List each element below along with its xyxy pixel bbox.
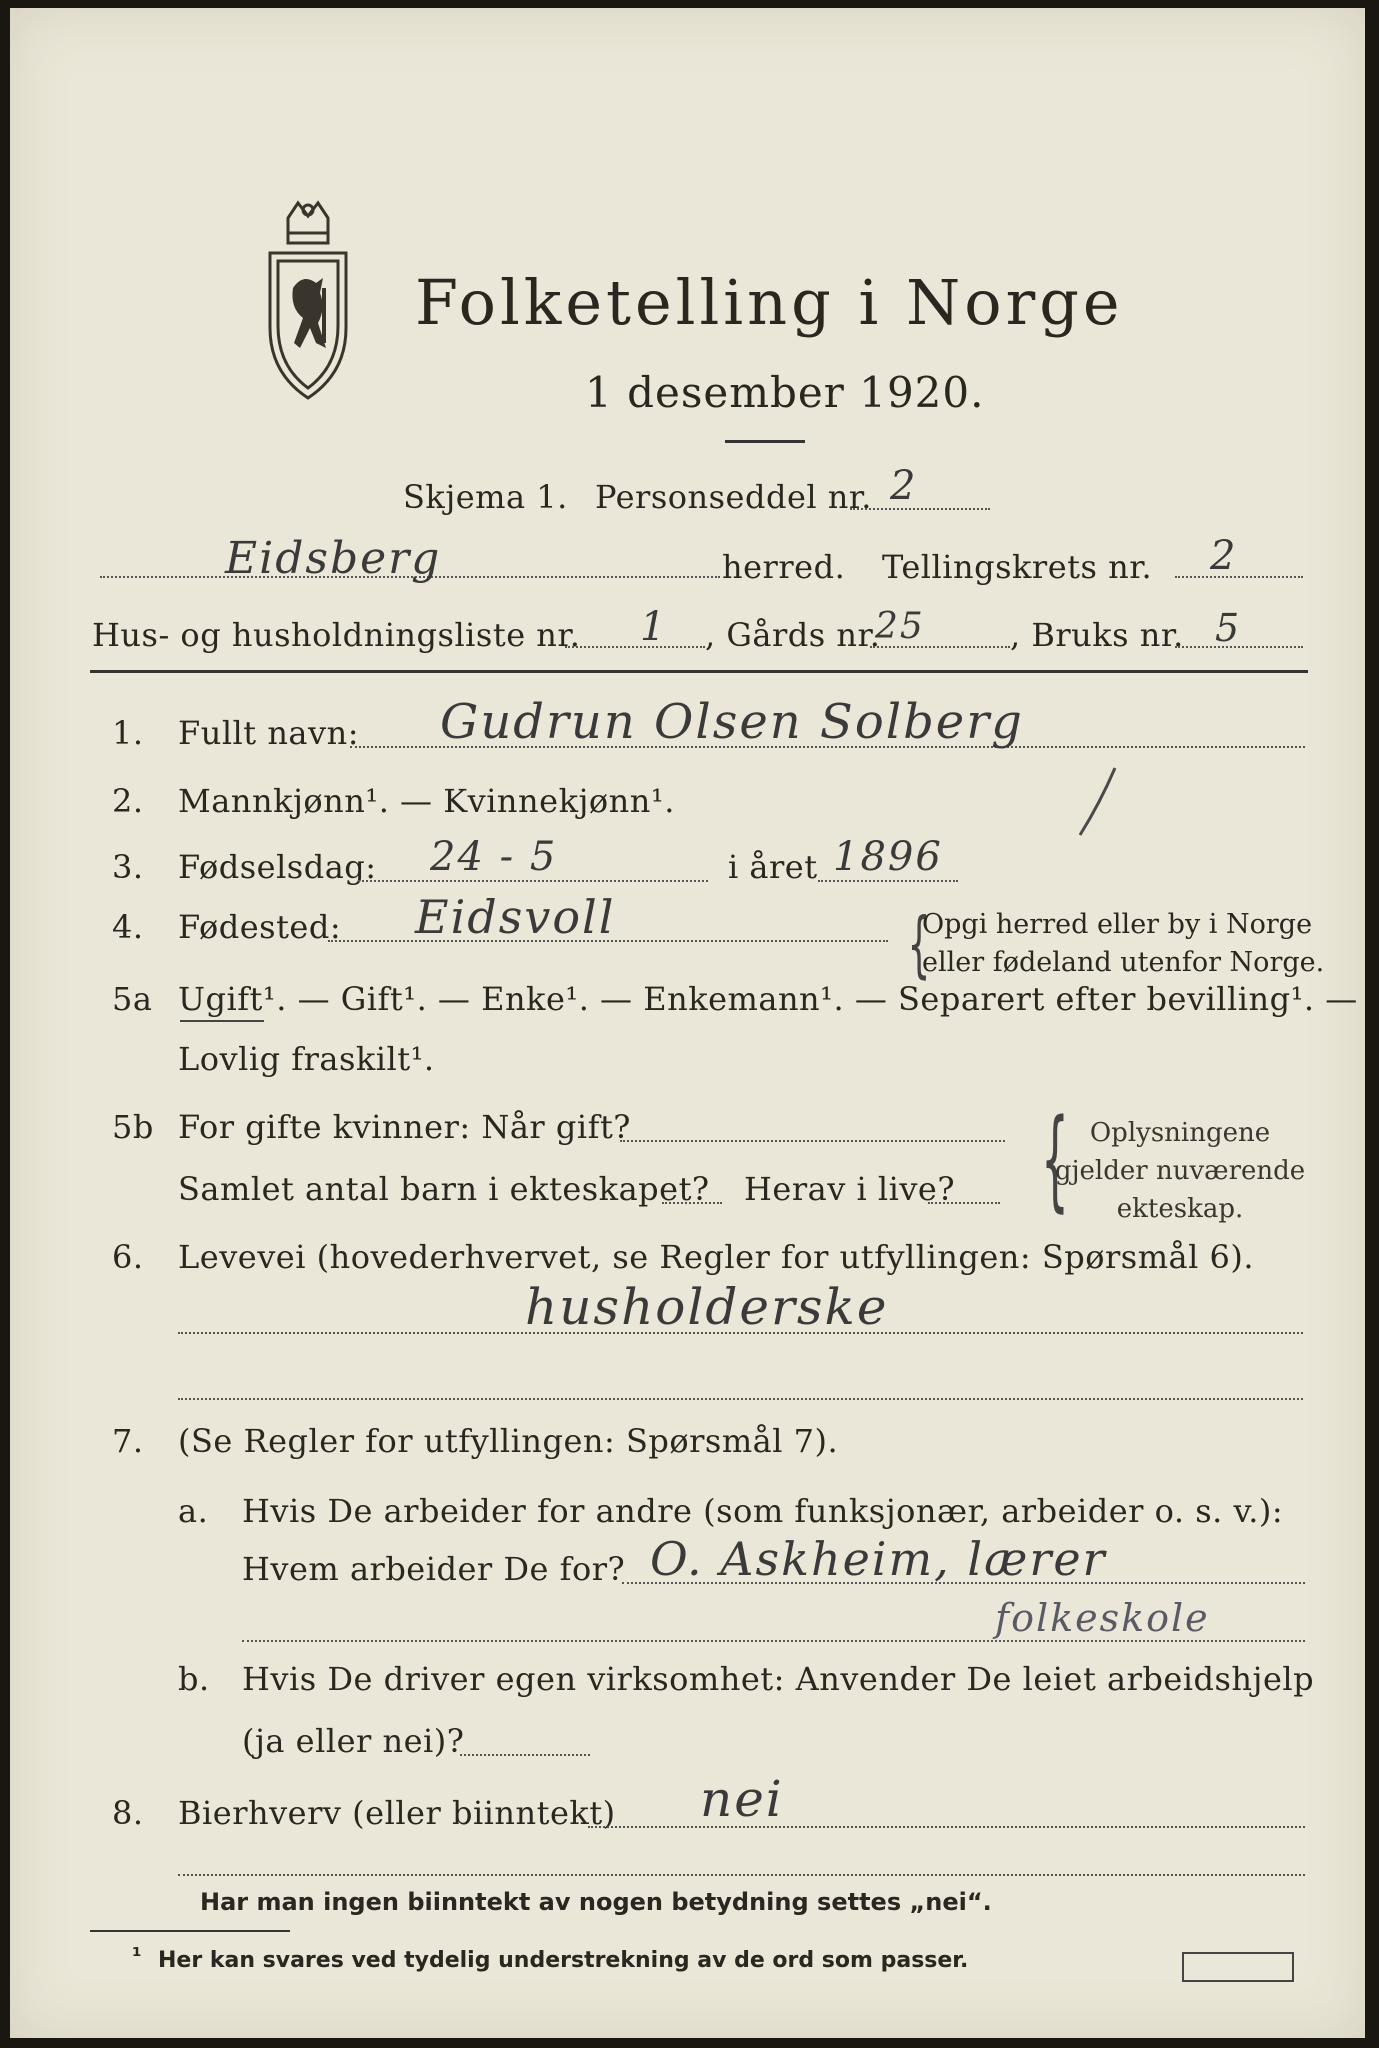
printer-stamp-icon <box>1182 1952 1294 1982</box>
census-date: 1 desember 1920. <box>585 368 985 417</box>
q7-number: 7. <box>112 1422 144 1460</box>
tellingskrets-value: 2 <box>1210 533 1238 579</box>
q3-year-label: i året <box>728 848 818 886</box>
q7a-letter: a. <box>178 1492 209 1530</box>
q5b-note-line-3: ekteskap. <box>1116 1194 1244 1224</box>
coat-of-arms-icon <box>248 198 368 408</box>
q5a-ugift-underline <box>180 1020 264 1022</box>
q8-number: 8. <box>112 1794 144 1832</box>
skjema-label: Skjema 1. <box>403 478 568 516</box>
q7b-dotline <box>460 1754 590 1756</box>
hus-dotline <box>565 646 705 648</box>
title-divider <box>725 440 805 443</box>
form-title: Folketelling i Norge <box>415 266 1124 339</box>
q5a-label-2: Lovlig fraskilt¹. <box>178 1040 435 1078</box>
hus-value: 1 <box>640 604 668 650</box>
q7a-label: Hvis De arbeider for andre (som funksjonær, arbeider o. s. v.): <box>242 1492 1284 1530</box>
personseddel-value: 2 <box>890 463 918 509</box>
bottom-note: Har man ingen biinntekt av nogen betydning settes „nei“. <box>200 1888 992 1916</box>
tellingskrets-dotline <box>1175 576 1303 578</box>
q3-label: Fødselsdag: <box>178 848 377 886</box>
q7a-value-2: folkeskole <box>995 1596 1210 1640</box>
q4-brace: { <box>907 902 931 986</box>
q4-note-line-2: eller fødeland utenfor Norge. <box>922 947 1325 978</box>
gards-label: , Gårds nr. <box>705 616 881 654</box>
q7a-dotline-2 <box>242 1640 1305 1642</box>
bruks-label: , Bruks nr. <box>1010 616 1184 654</box>
q5b-number: 5b <box>112 1108 154 1146</box>
q4-label: Fødested: <box>178 908 342 946</box>
q3-number: 3. <box>112 848 144 886</box>
hus-label: Hus- og husholdningsliste nr. <box>92 616 581 654</box>
header-rule <box>90 670 1308 673</box>
q5b-when-dotline <box>620 1140 1005 1142</box>
q3-value: 24 - 5 <box>430 834 558 880</box>
census-form-page <box>10 8 1365 2038</box>
q1-value: Gudrun Olsen Solberg <box>440 694 1024 750</box>
footnote-rule <box>90 1930 290 1932</box>
q2-label: Mannkjønn¹. — Kvinnekjønn¹. <box>178 782 675 820</box>
q7b-label-2: (ja eller nei)? <box>242 1722 465 1760</box>
q8-dotline <box>588 1826 1305 1828</box>
q6-number: 6. <box>112 1238 144 1276</box>
q5b-brace: { <box>1041 1095 1069 1223</box>
q6-label: Levevei (hovederhvervet, se Regler for utfyllingen: Spørsmål 6). <box>178 1238 1255 1276</box>
q6-dotline-2 <box>178 1398 1303 1400</box>
q4-value: Eidsvoll <box>415 890 616 944</box>
q5b-note-line-1: Oplysningene <box>1089 1118 1271 1148</box>
bruks-value: 5 <box>1215 606 1242 650</box>
q8-dotline-2 <box>178 1874 1305 1876</box>
q7b-letter: b. <box>178 1660 210 1698</box>
herred-value: Eidsberg <box>225 533 442 584</box>
q5b-label-2: Samlet antal barn i ekteskapet? <box>178 1170 710 1208</box>
q6-value: husholderske <box>525 1278 889 1336</box>
q7b-label: Hvis De driver egen virksomhet: Anvender De leiet arbeidshjelp <box>242 1660 1315 1698</box>
q7a-label-2: Hvem arbeider De for? <box>242 1550 626 1588</box>
q3-year-value: 1896 <box>833 834 943 880</box>
gards-value: 25 <box>875 606 925 647</box>
q5a-number: 5a <box>112 980 153 1018</box>
q7-label: (Se Regler for utfyllingen: Spørsmål 7). <box>178 1422 839 1460</box>
footnote-text: Her kan svares ved tydelig understrekning av de ord som passer. <box>158 1948 969 1973</box>
q5b-note-line-2: gjelder nuværende <box>1054 1156 1306 1186</box>
q8-label: Bierhverv (eller biinntekt) <box>178 1794 616 1832</box>
q5b-label: For gifte kvinner: Når gift? <box>178 1108 631 1146</box>
q4-number: 4. <box>112 908 144 946</box>
q3-year-dotline <box>818 880 958 882</box>
q5b-alive-dotline <box>928 1202 1000 1204</box>
personseddel-dotline <box>850 508 990 510</box>
q5b-label-3: Herav i live? <box>744 1170 956 1208</box>
q2-handwritten-mark-icon <box>1070 763 1130 843</box>
q5b-children-dotline <box>662 1202 722 1204</box>
footnote-mark: ¹ <box>132 1944 142 1969</box>
q3-dotline <box>358 880 708 882</box>
q1-label: Fullt navn: <box>178 714 359 752</box>
tellingskrets-label: Tellingskrets nr. <box>882 548 1153 586</box>
q7a-value: O. Askheim, lærer <box>650 1532 1107 1586</box>
q4-note-line-1: Opgi herred eller by i Norge <box>922 909 1313 940</box>
herred-label: herred. <box>722 548 846 586</box>
q5a-label: Ugift¹. — Gift¹. — Enke¹. — Enkemann¹. — Separert efter bevilling¹. — <box>178 980 1358 1018</box>
q2-number: 2. <box>112 782 144 820</box>
personseddel-label: Personseddel nr. <box>595 478 872 516</box>
q1-number: 1. <box>112 714 144 752</box>
q8-value: nei <box>700 1770 784 1828</box>
